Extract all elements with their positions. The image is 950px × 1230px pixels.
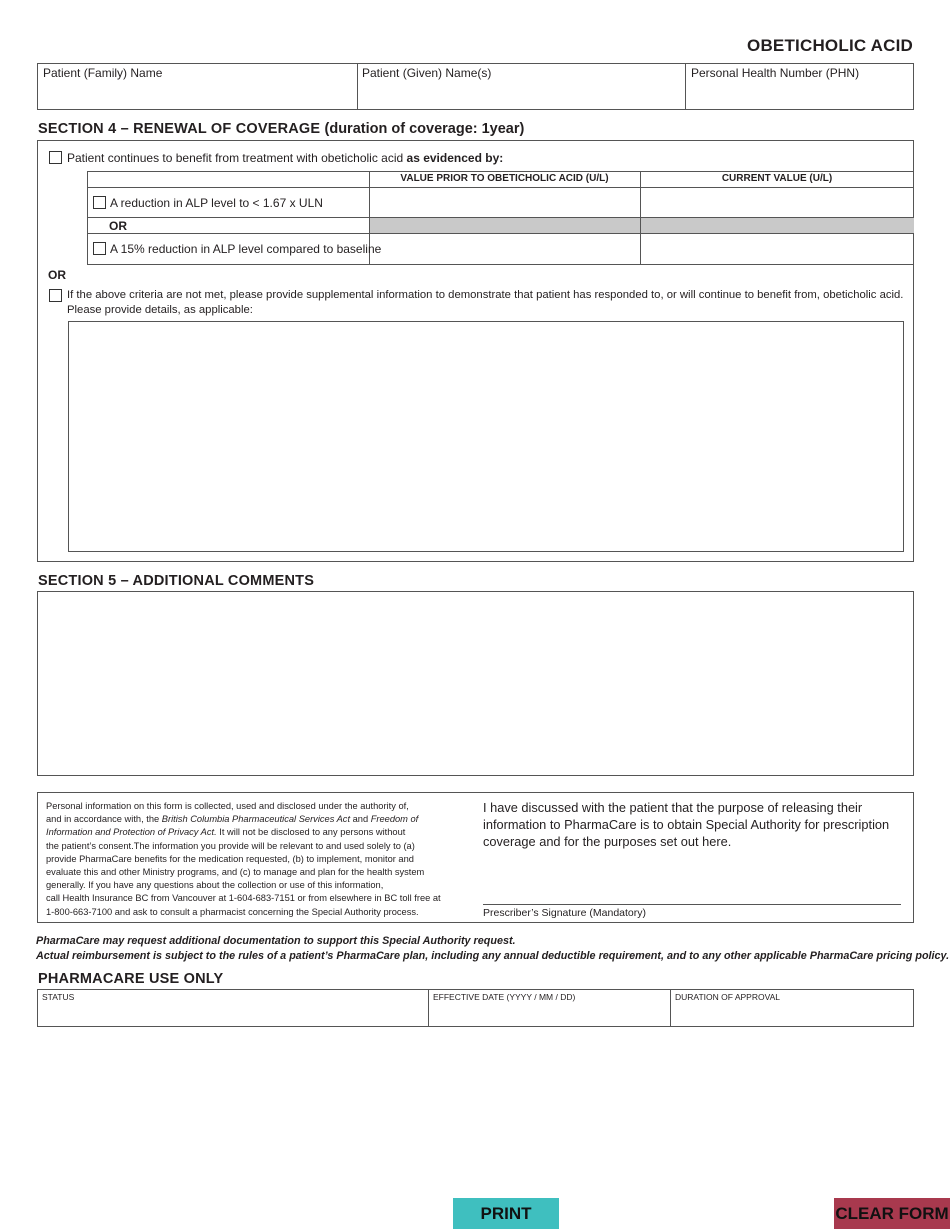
patient-given-name-label: Patient (Given) Name(s) xyxy=(362,66,492,80)
consent-line: coverage and for the purposes set out here. xyxy=(483,834,732,849)
print-button[interactable]: PRINT xyxy=(453,1198,559,1229)
privacy-notice xyxy=(46,800,466,919)
pharmacare-use-title: PHARMACARE USE ONLY xyxy=(38,971,224,987)
pharmacare-notes xyxy=(36,934,949,964)
section4-title-main: SECTION 4 – RENEWAL OF COVERAGE xyxy=(38,121,321,137)
section4-title xyxy=(38,121,524,137)
consent-line: information to PharmaCare is to obtain Special Authority for prescription xyxy=(483,817,890,832)
evidenced-by-label: as evidenced by: xyxy=(406,151,504,165)
patient-family-name-label: Patient (Family) Name xyxy=(43,66,163,80)
duration-label: DURATION OF APPROVAL xyxy=(675,992,781,1002)
patient-given-name-field[interactable] xyxy=(358,64,686,109)
option2-label: A 15% reduction in ALP level compared to baseline xyxy=(110,242,382,256)
form-title: OBETICHOLIC ACID xyxy=(747,36,913,55)
privacy-line: and in accordance with, the British Columbia Pharmaceutical Services Act and Freedom of xyxy=(46,814,419,825)
phn-label: Personal Health Number (PHN) xyxy=(691,66,860,80)
option2-prior-value-input[interactable] xyxy=(370,234,640,265)
supplemental-checkbox[interactable] xyxy=(49,289,62,302)
or-row-grey-prior xyxy=(370,218,640,233)
signature-field[interactable] xyxy=(483,863,901,905)
section5-title: SECTION 5 – ADDITIONAL COMMENTS xyxy=(38,573,315,589)
patient-info-row xyxy=(37,63,914,110)
privacy-line: Personal information on this form is collected, used and disclosed under the authority of, xyxy=(46,801,409,811)
status-label: STATUS xyxy=(42,992,75,1002)
privacy-line: generally. If you have any questions about the collection or use of this information, xyxy=(46,880,384,891)
col-prior-header: VALUE PRIOR TO OBETICHOLIC ACID (U/L) xyxy=(400,173,609,184)
privacy-line: Information and Protection of Privacy Act. It will not be disclosed to any persons without xyxy=(46,827,406,838)
duration-field[interactable] xyxy=(671,990,913,1026)
note-line1: PharmaCare may request additional documentation to support this Special Authority request. xyxy=(36,935,516,947)
supplemental-line2: Please provide details, as applicable: xyxy=(67,304,253,316)
privacy-consent-box xyxy=(37,792,914,923)
option2-row xyxy=(88,234,914,265)
signature-label: Prescriber’s Signature (Mandatory) xyxy=(483,907,647,919)
option1-prior-value-input[interactable] xyxy=(370,188,640,217)
col-current-header: CURRENT VALUE (U/L) xyxy=(721,173,833,184)
or-row-grey-current xyxy=(641,218,914,233)
effective-date-field[interactable] xyxy=(429,990,671,1026)
effective-date-label: EFFECTIVE DATE (YYYY / MM / DD) xyxy=(433,992,576,1002)
option1-row xyxy=(88,188,914,218)
criteria-table xyxy=(87,171,914,265)
option1-label: A reduction in ALP level to < 1.67 x ULN xyxy=(110,196,323,210)
continues-benefit-label: Patient continues to benefit from treatment with obeticholic acid xyxy=(67,151,404,165)
privacy-line: call Health Insurance BC from Vancouver at 1-604-683-7151 or from elsewhere in BC toll free at xyxy=(46,893,441,904)
option2-current-value-input[interactable] xyxy=(641,234,914,265)
continues-benefit-checkbox[interactable] xyxy=(49,151,62,164)
pharmacare-use-table xyxy=(37,989,914,1027)
supplemental-details-textarea[interactable] xyxy=(68,321,904,552)
clear-form-button[interactable]: CLEAR FORM xyxy=(834,1198,950,1229)
additional-comments-textarea[interactable] xyxy=(37,591,914,776)
option1-current-value-input[interactable] xyxy=(641,188,914,217)
continues-benefit-text xyxy=(67,151,503,165)
or-inner-label: OR xyxy=(109,219,127,233)
criteria-table-header xyxy=(88,172,914,188)
option1-checkbox[interactable] xyxy=(93,196,106,209)
patient-family-name-field[interactable] xyxy=(38,64,358,109)
section4-box xyxy=(37,140,914,562)
note-line2: Actual reimbursement is subject to the rules of a patient’s PharmaCare plan, including any annual deductible requirement, and to any other applicable PharmaCare pricing policy. xyxy=(36,950,950,962)
or-row xyxy=(88,218,914,234)
section4-title-duration: (duration of coverage: 1year) xyxy=(324,121,525,137)
status-field[interactable] xyxy=(38,990,429,1026)
privacy-line: 1-800-663-7100 and ask to consult a pharmacist concerning the Special Authority process. xyxy=(46,906,419,917)
supplemental-text xyxy=(67,288,903,318)
privacy-line: the patient’s consent.The information you provide will be relevant to and used solely to (a) xyxy=(46,840,415,851)
supplemental-line1: If the above criteria are not met, please provide supplemental information to demonstrate that patient has responded to, or will continue to benefit from, obeticholic acid. xyxy=(67,289,904,301)
privacy-line: provide PharmaCare benefits for the medication requested, (b) to implement, monitor and xyxy=(46,853,414,864)
consent-line: I have discussed with the patient that the purpose of releasing their xyxy=(483,800,863,815)
phn-field[interactable] xyxy=(686,64,913,109)
or-outer-label: OR xyxy=(48,268,66,282)
privacy-line: evaluate this and other Ministry programs, and (c) to manage and plan for the health system xyxy=(46,867,425,878)
consent-statement xyxy=(483,799,908,850)
option2-checkbox[interactable] xyxy=(93,242,106,255)
